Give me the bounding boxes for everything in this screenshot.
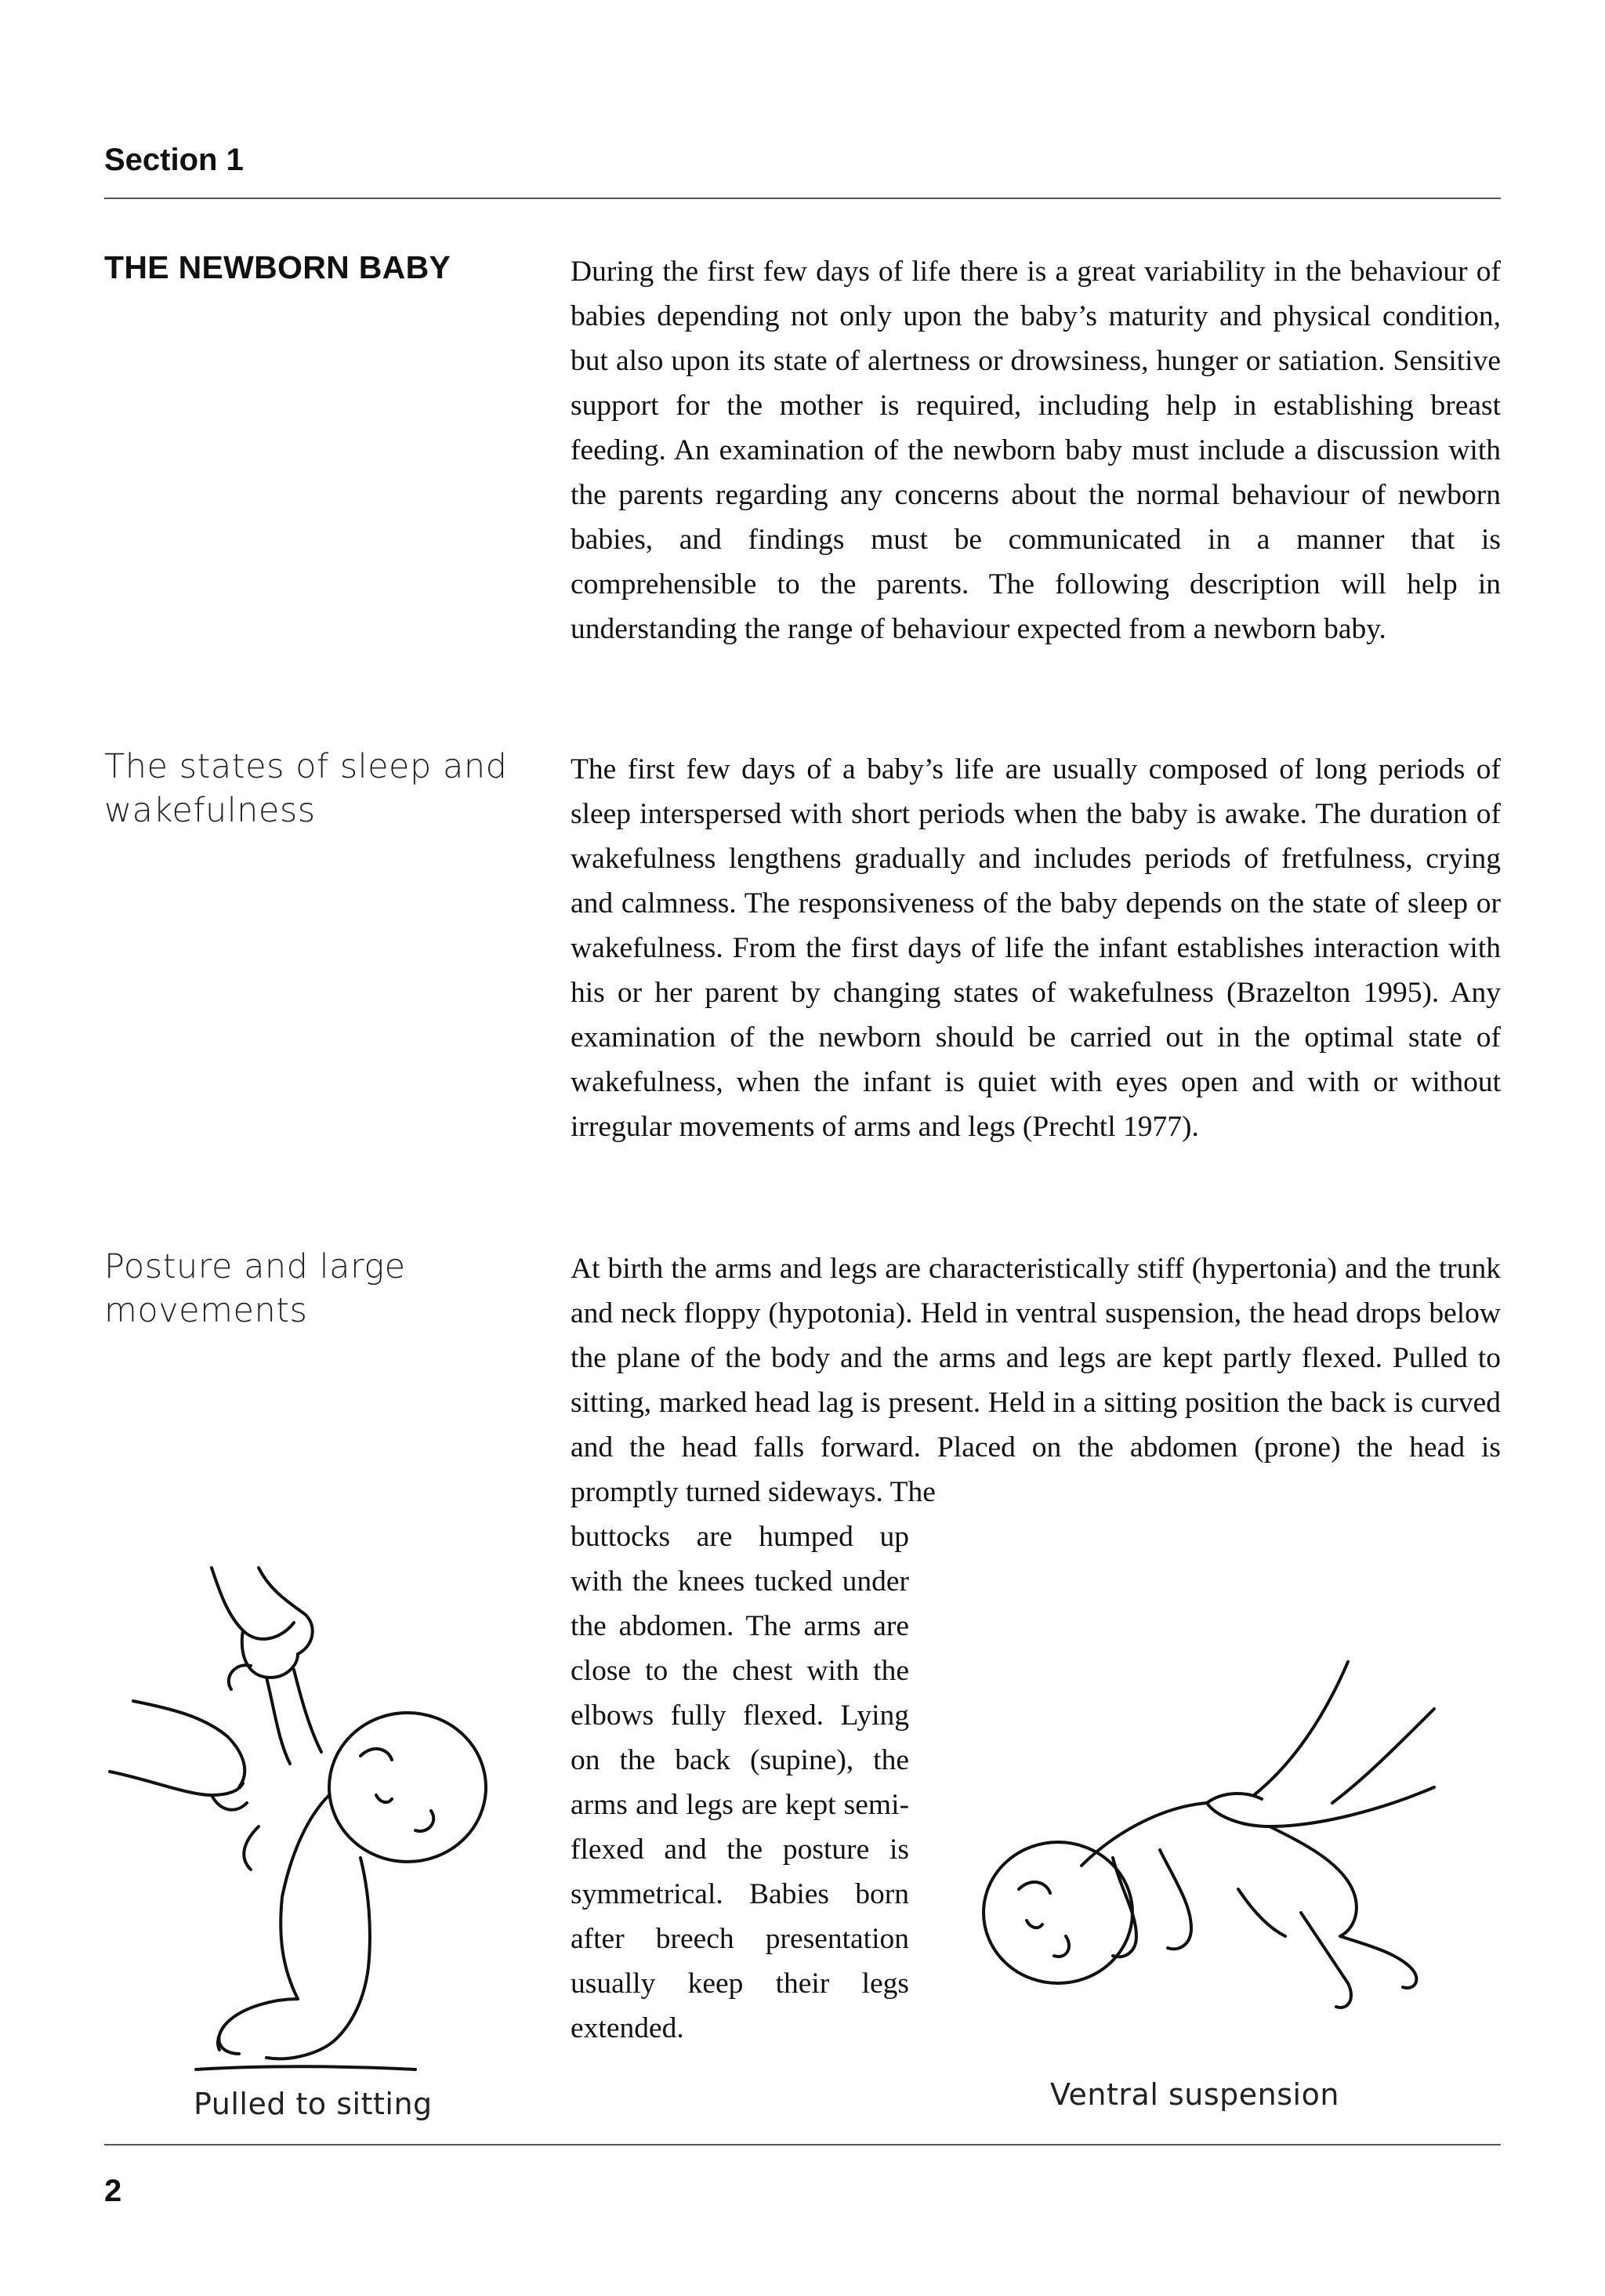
paragraph-posture-continued: buttocks are humped up with the knees tucked under the abdomen. The arms are close to the chest with the elbows fully flexed. Lying on the back (supine), the arms and legs are kept semi-flexed and the posture is symmetrical. Babies born after breech presentation usually keep their legs extended. bbox=[571, 1521, 909, 2044]
footer-divider bbox=[104, 2144, 1501, 2145]
heading-newborn-baby: THE NEWBORN BABY bbox=[104, 249, 451, 285]
heading-sleep-wakefulness: The states of sleep and wakefulness bbox=[104, 747, 508, 830]
caption-ventral-suspension: Ventral suspension bbox=[1050, 2077, 1339, 2112]
paragraph-sleep-wakefulness: The first few days of a baby’s life are usually composed of long periods of sleep interspersed with short periods when the baby is awake. The duration of wakefulness lengthens gradually and includes periods of fretfulness, crying and calmness. The responsiveness of the baby depends on the state of sleep or wakefulness. From the first days of life the infant establishes interaction with his or her parent by changing states of wakefulness (Brazelton 1995). Any examination of the newborn should be carried out in the optimal state of wakefulness, when the infant is quiet with eyes open and with or without irregular movements of arms and legs (Prechtl 1977). bbox=[571, 753, 1501, 1143]
header-divider bbox=[104, 198, 1501, 199]
heading-posture-movements: Posture and large movements bbox=[104, 1247, 406, 1330]
section-label: Section 1 bbox=[104, 143, 244, 177]
page-number: 2 bbox=[104, 2174, 122, 2208]
caption-pulled-to-sitting: Pulled to sitting bbox=[194, 2087, 433, 2121]
baby-pulled-to-sitting-illustration bbox=[102, 1560, 541, 2077]
paragraph-posture-movements: At birth the arms and legs are characteristically stiff (hypertonia) and the trunk and neck floppy (hypotonia). Held in ventral suspension, the head drops below the plane of the body and the arms and legs are kept partly flexed. Pulled to sitting, marked head lag is present. Held in a sitting position the back is curved and the head falls forward. Placed on the abdomen (prone) the head is promptly turned sideways. The bbox=[571, 1253, 1501, 1508]
baby-ventral-suspension-illustration bbox=[956, 1654, 1442, 2062]
paragraph-newborn-baby: During the first few days of life there is a great variability in the behaviour of babies depending not only upon the baby’s maturity and physical condition, but also upon its state of alertness or drowsiness, hunger or satiation. Sensitive support for the mother is required, including help in establishing breast feeding. An examination of the newborn baby must include a discussion with the parents regarding any concerns about the normal behaviour of newborn babies, and findings must be communicated in a manner that is comprehensible to the parents. The following description will help in understanding the range of behaviour expected from a newborn baby. bbox=[571, 256, 1501, 645]
